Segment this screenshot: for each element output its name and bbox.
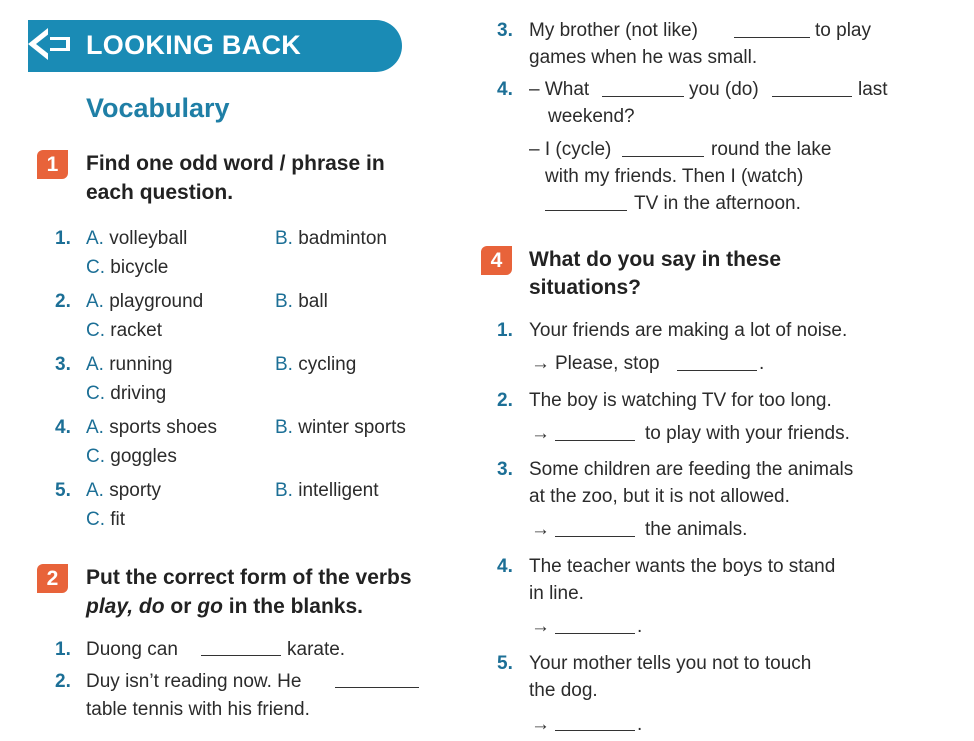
option-b: B. ball [275, 291, 328, 312]
exercise-title: What do you say in these [529, 248, 782, 271]
arrow-icon: → [531, 423, 550, 444]
option-a: A. sports shoes [86, 417, 217, 438]
arrow-icon: → [531, 616, 550, 637]
item-text: . [759, 353, 765, 374]
item-text: weekend? [548, 106, 635, 127]
item-number: 4. [55, 417, 71, 438]
item-text: TV in the afternoon. [634, 193, 801, 214]
option-b: B. winter sports [275, 417, 406, 438]
exercise-title: situations? [529, 276, 642, 299]
item-text: Your mother tells you not to touch [529, 653, 812, 674]
option-c: C. driving [86, 383, 167, 404]
answer-blank[interactable] [201, 640, 281, 656]
exercise-title: play, do or go in the blanks. [86, 595, 363, 618]
back-arrow-icon [26, 24, 76, 64]
answer-blank[interactable] [622, 141, 704, 157]
item-text: games when he was small. [529, 47, 758, 68]
item-text: at the zoo, but it is not allowed. [529, 486, 790, 507]
option-b: B. cycling [275, 354, 357, 375]
item-text: the animals. [645, 519, 748, 540]
item-text: The boy is watching TV for too long. [529, 390, 832, 411]
exercise-title: Find one odd word / phrase in [86, 152, 385, 175]
answer-blank[interactable] [734, 22, 810, 38]
exercise-title: Put the correct form of the verbs [86, 566, 412, 589]
item-text: . [637, 714, 643, 735]
answer-blank[interactable] [545, 195, 627, 211]
item-text: Some children are feeding the animals [529, 459, 854, 480]
exercise-badge: 4 [481, 246, 512, 275]
option-b: B. intelligent [275, 480, 379, 501]
arrow-icon: → [531, 353, 550, 374]
item-text: last [858, 79, 888, 100]
item-text: karate. [287, 639, 346, 660]
item-text: Duy isn’t reading now. He [86, 671, 302, 692]
option-c: C. racket [86, 320, 163, 341]
answer-blank[interactable] [335, 672, 419, 688]
item-number: 1. [55, 228, 71, 249]
option-a: A. running [86, 354, 173, 375]
item-text: round the lake [711, 139, 832, 160]
exercise-badge: 2 [37, 564, 68, 593]
item-text: My brother (not like) [529, 20, 698, 41]
item-number: 5. [497, 653, 513, 674]
item-number: 2. [55, 291, 71, 312]
option-b: B. badminton [275, 228, 387, 249]
item-number: 2. [497, 390, 513, 411]
option-a: A. playground [86, 291, 204, 312]
option-a: A. volleyball [86, 228, 188, 249]
answer-blank[interactable] [602, 81, 684, 97]
arrow-icon: → [531, 714, 550, 735]
option-c: C. fit [86, 509, 126, 530]
page-title: LOOKING BACK [86, 30, 302, 60]
item-text: . [637, 616, 643, 637]
item-number: 4. [497, 79, 513, 100]
item-number: 3. [55, 354, 71, 375]
item-number: 4. [497, 556, 513, 577]
item-text: with my friends. Then I (watch) [545, 166, 804, 187]
option-c: C. bicycle [86, 257, 169, 278]
item-text: – I (cycle) [529, 139, 612, 160]
answer-blank[interactable] [555, 425, 635, 441]
item-text: – What [529, 79, 590, 100]
arrow-icon: → [531, 519, 550, 540]
option-a: A. sporty [86, 480, 161, 501]
item-text: to play with your friends. [645, 423, 850, 444]
answer-blank[interactable] [555, 618, 635, 634]
item-number: 1. [497, 320, 513, 341]
answer-blank[interactable] [555, 715, 635, 731]
answer-blank[interactable] [677, 355, 757, 371]
item-number: 3. [497, 459, 513, 480]
item-text: to play [815, 20, 871, 41]
item-text: Duong can [86, 639, 178, 660]
item-text: Your friends are making a lot of noise. [529, 320, 848, 341]
item-number: 2. [55, 671, 71, 692]
option-c: C. goggles [86, 446, 177, 467]
answer-blank[interactable] [555, 521, 635, 537]
item-text: you (do) [689, 79, 759, 100]
exercise-title: each question. [86, 181, 234, 204]
item-text: The teacher wants the boys to stand [529, 556, 836, 577]
item-text: in line. [529, 583, 584, 604]
item-number: 3. [497, 20, 513, 41]
item-number: 5. [55, 480, 71, 501]
exercise-badge: 1 [37, 150, 68, 179]
section-title: Vocabulary [86, 93, 230, 123]
answer-blank[interactable] [772, 81, 852, 97]
item-text: the dog. [529, 680, 598, 701]
item-text: Please, stop [555, 353, 660, 374]
item-text: table tennis with his friend. [86, 699, 310, 720]
item-number: 1. [55, 639, 71, 660]
